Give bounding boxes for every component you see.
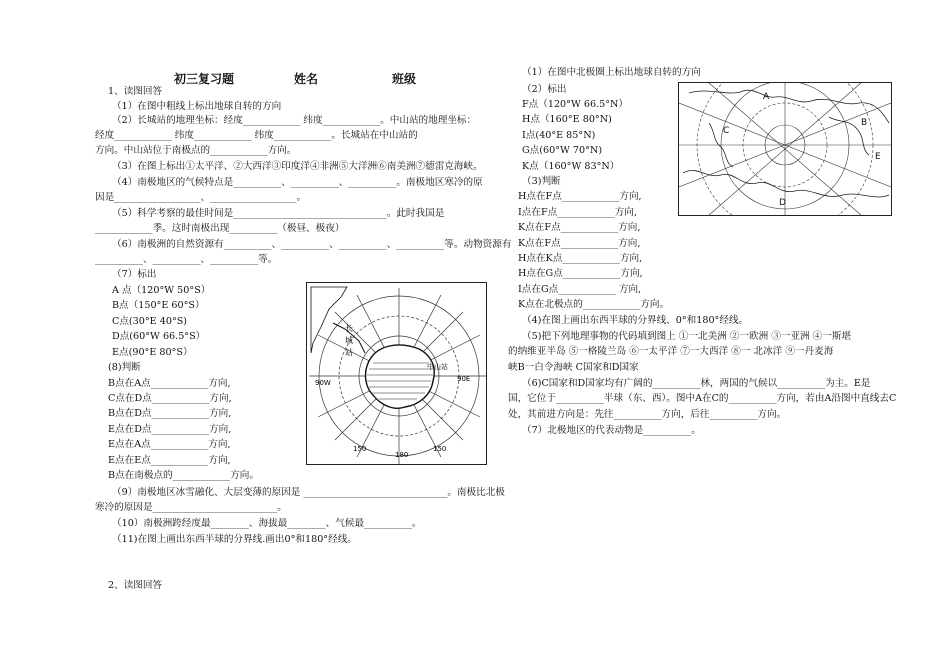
judge-line: K点在F点____________方向,: [518, 238, 641, 249]
arctic-map-drawing: [679, 83, 891, 215]
question-line: （4)在图上画出东西半球的分界线、0°和180°经线。: [522, 315, 749, 326]
question-line: （7）标出: [112, 269, 157, 280]
coordinate-line: F点（120°W 66.5°N）: [522, 99, 629, 110]
map-label-chang: 长: [345, 324, 353, 333]
coordinate-line: G点(60°W 70°N): [522, 145, 603, 156]
question-line: （4）南极地区的气候特点是__________、__________、__________。南极地区寒冷的原: [112, 177, 483, 188]
judge-line: B点在南极点的____________方向。: [108, 470, 259, 481]
judge-line: B点在D点____________方向,: [108, 408, 232, 419]
section-1-heading: 1、读图回答: [108, 86, 163, 97]
judge-line: I点在G点____________ 方向,: [518, 284, 642, 295]
coordinate-line: C点(30°E 40°S): [112, 316, 188, 327]
question-line: （10）南极洲跨经度最________、海拔最________、气候最__________。: [112, 518, 422, 529]
judge-line: C点在D点____________方向,: [108, 393, 232, 404]
judge-line: I点在F点____________方向,: [518, 207, 638, 218]
judge-line: K点在F点____________方向,: [518, 222, 641, 233]
map-label-180: 180: [395, 451, 409, 459]
class-label: 班级: [392, 72, 417, 86]
map-label-90w: 90W: [315, 379, 331, 387]
map-label-cheng: 城: [345, 336, 353, 345]
question-line: （3)判断: [522, 176, 561, 187]
judge-line: E点在A点____________方向,: [108, 439, 231, 450]
question-line: （1）在图中粗线上标出地球自转的方向: [112, 101, 282, 112]
question-line: 寒冷的原因是__________________________。: [95, 502, 287, 513]
question-line: __________、__________、__________等。: [95, 254, 278, 265]
arctic-label-a: A: [763, 92, 770, 102]
question-line: （2）长城站的地理坐标：经度____________ 纬度____________。中山站的地理坐标：: [112, 115, 477, 126]
coordinate-line: K点（160°W 83°N）: [522, 161, 620, 172]
coordinate-line: I点(40°E 85°N): [522, 130, 596, 141]
question-line: 国，它位于__________半球（东、西）。图中A在C的__________方向，若由A沿图中直线去C: [508, 393, 897, 404]
question-line: （2）标出: [522, 84, 567, 95]
question-line: 方向。中山站位于南极点的____________方向。: [95, 145, 297, 156]
question-line: （1）在图中北极圈上标出地球自转的方向: [522, 67, 701, 78]
arctic-label-e: E: [875, 152, 881, 162]
judge-line: E点在D点____________方向,: [108, 424, 232, 435]
coordinate-line: E点(90°E 80°S）: [112, 347, 193, 358]
antarctica-map: [306, 282, 487, 465]
coordinate-line: B点（150°E 60°S）: [112, 300, 205, 311]
coordinate-line: D点(60°W 66.5°S）: [112, 331, 206, 342]
map-label-zhan: 站: [345, 348, 353, 357]
arctic-label-d: D: [779, 198, 786, 208]
section-2-heading: 2、读图回答: [108, 580, 163, 591]
judge-line: H点在F点____________方向,: [518, 191, 642, 202]
coordinate-line: A 点（120°W 50°S）: [112, 285, 211, 296]
name-label: 姓名: [294, 72, 319, 86]
question-line: 因是__________________、__________________。: [95, 192, 307, 203]
map-label-zhongshan: 中山站: [427, 363, 448, 371]
question-line: 峡B一白令海峡 C国家和D国家: [508, 362, 639, 373]
question-line: （5）科学考察的最佳时间是________________________________。此时我国是: [112, 208, 445, 219]
arctic-map: [678, 82, 892, 216]
map-label-150: 150: [433, 445, 447, 453]
question-line: 经度____________ 纬度____________ 纬度____________。长城站在中山站的: [95, 130, 418, 141]
question-line: （11)在图上画出东西半球的分界线.画出0°和180°经线。: [112, 534, 357, 545]
question-line: （3）在图上标出①太平洋、②大西洋③印度洋④非洲⑤大洋洲⑥南美洲⑦德雷克海峡。: [112, 161, 483, 172]
arctic-label-b: B: [861, 118, 868, 128]
question-line: （9）南极地区冰雪融化、大层变薄的原因是 ______________________________。南极比北极: [112, 487, 505, 498]
judge-line: B点在A点____________方向,: [108, 378, 231, 389]
question-line: (8)判断: [108, 362, 141, 373]
question-line: 的纳维亚半岛 ⑤一格陵兰岛 ⑥一太平洋 ⑦一大西洋 ⑧一 北冰洋 ⑨一丹麦海: [508, 346, 834, 357]
question-line: （5)把下列地理事物的代码填到图上 ①一北美洲 ②一欧洲 ③一亚洲 ④一斯堪: [522, 331, 852, 342]
arctic-label-c: C: [723, 126, 730, 136]
question-line: ____________季。这时南极出现__________（极昼、极夜）: [95, 223, 345, 234]
question-line: （6)C国家和D国家均有广阔的__________林，两国的气候以__________为主。E是: [522, 378, 871, 389]
map-label-150: 150: [353, 445, 367, 453]
question-line: （7）北极地区的代表动物是__________。: [522, 425, 701, 436]
coordinate-line: H点（160°E 80°N): [522, 114, 612, 125]
question-line: 处，其前进方向是：先往__________方向，后往__________方向。: [508, 409, 787, 420]
question-line: （6）南极洲的自然资源有__________、__________、__________、__________等。动物资源有: [112, 239, 512, 250]
judge-line: K点在北极点的____________方向。: [518, 299, 670, 310]
map-label-90e: 90E: [457, 375, 471, 383]
judge-line: E点在E点____________方向,: [108, 455, 231, 466]
judge-line: H点在K点____________方向,: [518, 253, 643, 264]
judge-line: H点在G点____________方向,: [518, 268, 643, 279]
page-title: 初三复习题: [174, 72, 235, 86]
antarctica-map-drawing: [307, 283, 486, 464]
